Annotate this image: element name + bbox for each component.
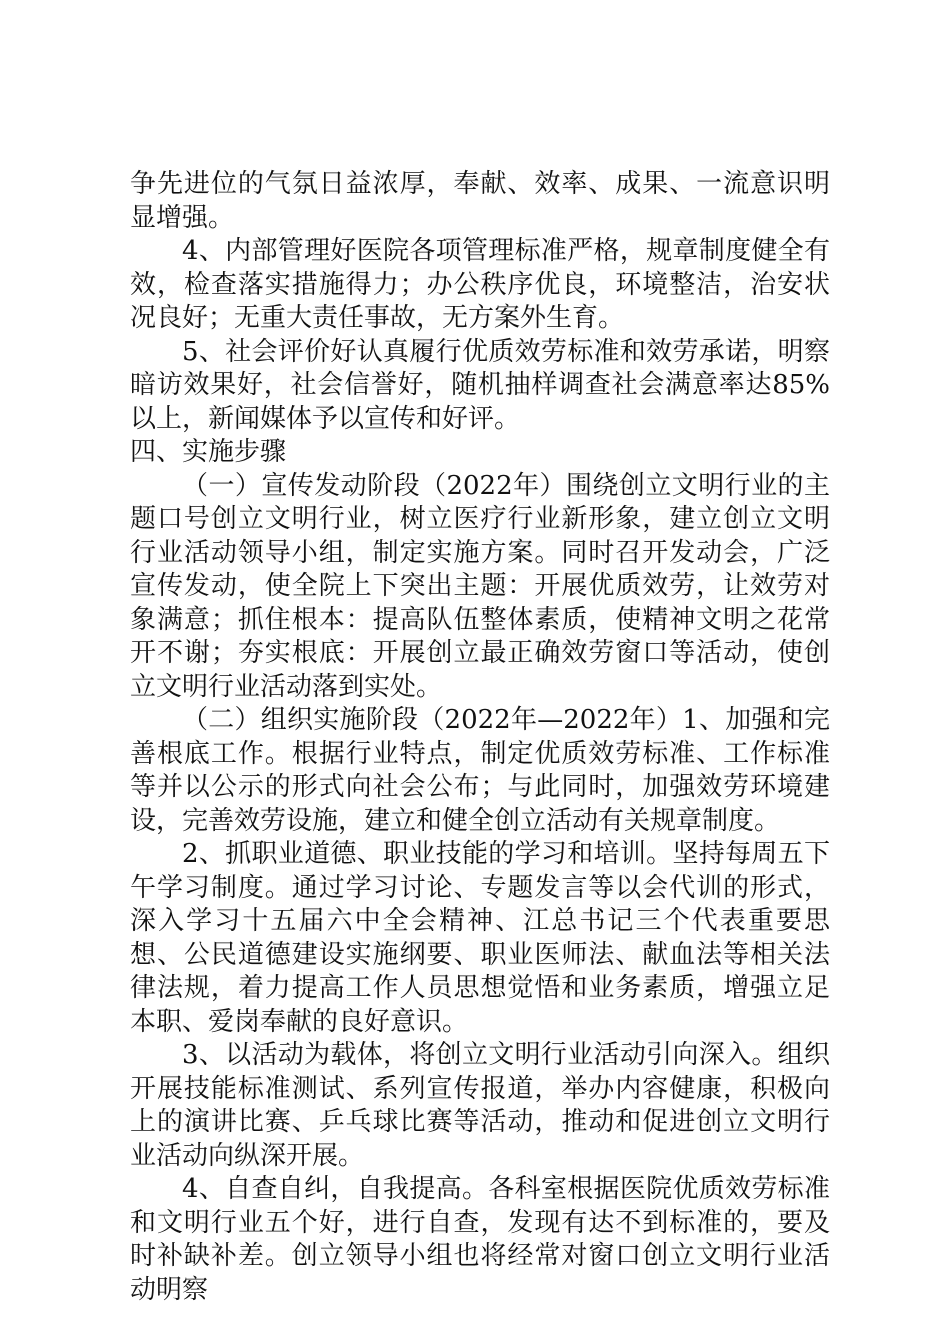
paragraph-social-evaluation: 5、社会评价好认真履行优质效劳标准和效劳承诺，明察暗访效果好，社会信誉好，随机抽样调查社会满意率达85%以上，新闻媒体予以宣传和好评。 [130, 336, 830, 434]
section-heading-implementation-steps: 四、实施步骤 [130, 437, 287, 467]
paragraph-activities: 3、以活动为载体，将创立文明行业活动引向深入。组织开展技能标准测试、系列宣传报道，举办内容健康，积极向上的演讲比赛、乒乓球比赛等活动，推动和促进创立文明行业活动向纵深开展。 [130, 1040, 830, 1171]
paragraph-training: 2、抓职业道德、职业技能的学习和培训。坚持每周五下午学习制度。通过学习讨论、专题发言等以会代训的形式，深入学习十五届六中全会精神、江总书记三个代表重要思想、公民道德建设实施纲要、职业医师法、献血法等相关法律法规，着力提高工作人员思想觉悟和业务素质，增强立足本职、爱岗奉献的良好意识。 [130, 839, 830, 1037]
document-body [130, 168, 830, 1307]
paragraph-internal-management: 4、内部管理好医院各项管理标准严格，规章制度健全有效，检查落实措施得力；办公秩序优良，环境整洁，治安状况良好；无重大责任事故，无方案外生育。 [130, 236, 830, 333]
paragraph-implementation-stage: （二）组织实施阶段（2022年—2022年）1、加强和完善根底工作。根据行业特点，制定优质效劳标准、工作标准等并以公示的形式向社会公布；与此同时，加强效劳环境建设，完善效劳设施，建立和健全创立活动有关规章制度。 [130, 705, 830, 836]
paragraph-publicity-stage: （一）宣传发动阶段（2022年）围绕创立文明行业的主题口号创立文明行业，树立医疗行业新形象，建立创立文明行业活动领导小组，制定实施方案。同时召开发动会，广泛宣传发动，使全院上下突出主题：开展优质效劳，让效劳对象满意；抓住根本：提高队伍整体素质，使精神文明之花常开不谢；夯实根底：开展创立最正确效劳窗口等活动，使创立文明行业活动落到实处。 [130, 470, 830, 702]
paragraph-self-inspection: 4、自查自纠，自我提高。各科室根据医院优质效劳标准和文明行业五个好，进行自查，发现有达不到标准的，要及时补缺补差。创立领导小组也将经常对窗口创立文明行业活动明察 [130, 1174, 830, 1305]
paragraph-continuation: 争先进位的气氛日益浓厚，奉献、效率、成果、一流意识明显增强。 [130, 169, 830, 233]
